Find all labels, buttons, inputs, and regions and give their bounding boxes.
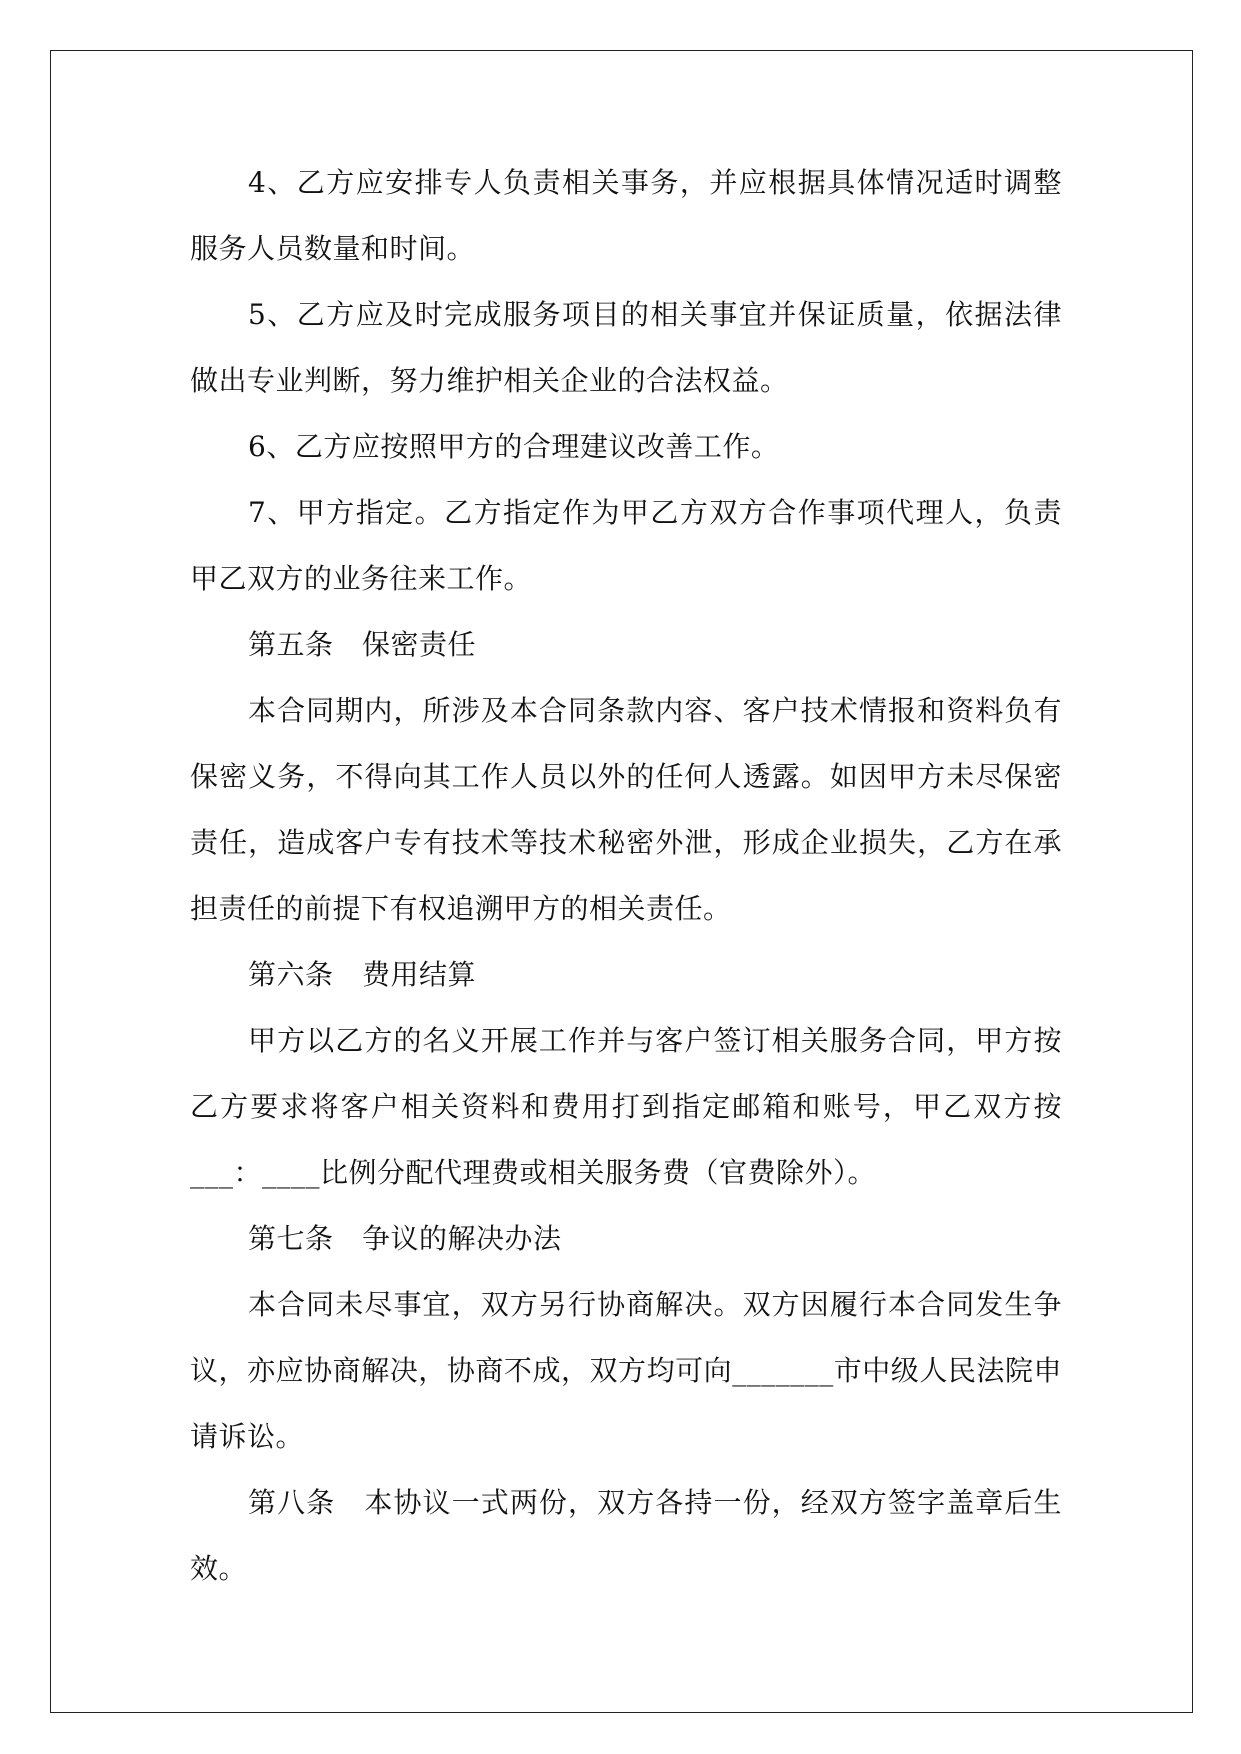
- article-6-body: 甲方以乙方的名义开展工作并与客户签订相关服务合同，甲方按乙方要求将客户相关资料和费用打到指定邮箱和账号，甲乙双方按___：____比例分配代理费或相关服务费（官费除外）。: [190, 1024, 1062, 1189]
- paragraph-clause-6: 6、乙方应按照甲方的合理建议改善工作。: [248, 430, 780, 463]
- document-body: [190, 150, 1062, 1602]
- article-7-heading: 第七条 争议的解决办法: [248, 1222, 562, 1255]
- paragraph-clause-4: 4、乙方应安排专人负责相关事务，并应根据具体情况适时调整服务人员数量和时间。: [190, 166, 1062, 265]
- article-5-body: 本合同期内，所涉及本合同条款内容、客户技术情报和资料负有保密义务，不得向其工作人员以外的任何人透露。如因甲方未尽保密责任，造成客户专有技术等技术秘密外泄，形成企业损失，乙方在承担责任的前提下有权追溯甲方的相关责任。: [190, 694, 1062, 925]
- article-5-heading: 第五条 保密责任: [248, 628, 477, 661]
- paragraph-clause-7: 7、甲方指定。乙方指定作为甲乙方双方合作事项代理人，负责甲乙双方的业务往来工作。: [190, 496, 1062, 595]
- paragraph-clause-5: 5、乙方应及时完成服务项目的相关事宜并保证质量，依据法律做出专业判断，努力维护相关企业的合法权益。: [190, 298, 1062, 397]
- article-7-body: 本合同未尽事宜，双方另行协商解决。双方因履行本合同发生争议，亦应协商解决，协商不成，双方均可向_______市中级人民法院申请诉讼。: [190, 1288, 1062, 1453]
- article-6-heading: 第六条 费用结算: [248, 958, 477, 991]
- article-8-body: 第八条 本协议一式两份，双方各持一份，经双方签字盖章后生效。: [190, 1486, 1062, 1585]
